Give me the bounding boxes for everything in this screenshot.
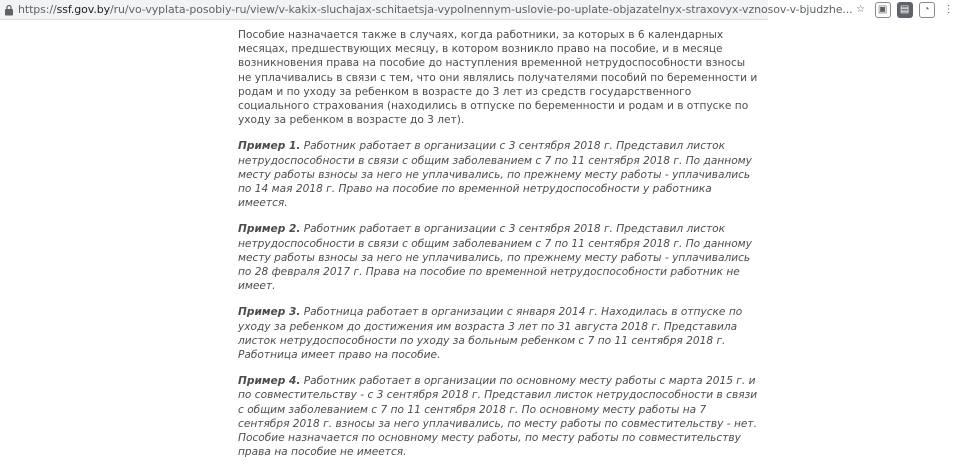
example-text: Работница работает в организации с января 2014 г. Находилась в отпуске по уходу за ребенком до достижения им возраста 3 лет по 31 августа 2018 г. Представила листок нетрудоспособности по уходу за больным ребенком с 7 по 11 сентября 2018 г. Работница имеет право на пособие. — [238, 306, 743, 362]
example-text: Работник работает в организации с 3 сентября 2018 г. Представил листок нетрудоспособности в связи с общим заболеванием с 7 по 11 сентября 2018 г. По данному месту работы взносы за него не уплачивались, по прежнему месту работы - уплачивались по 14 мая 2018 г. Право на пособие по временной нетрудоспособности у работника имеется. — [238, 140, 752, 210]
example-3 — [238, 305, 758, 362]
example-4 — [238, 374, 758, 459]
extension-icon-2[interactable]: ▤ — [897, 2, 913, 18]
example-2 — [238, 222, 758, 293]
intro-paragraph: Пособие назначается также в случаях, когда работники, за которых в 6 календарных месяцах, предшествующих месяцу, в котором возникло право на пособие, и в месяце возникновения права на пособие до наступления временной нетрудоспособности взносы не уплачивались в связи с тем, что они являлись получателями пособий по беременности и родам и по уходу за ребенком в возрасте до 3 лет из средств государственного социального страхования (находились в отпуске по беременности и родам и в отпуске по уходу за ребенком в возрасте до 3 лет). — [238, 29, 758, 127]
extension-icon[interactable]: ▣ — [875, 2, 891, 18]
url-field[interactable] — [14, 3, 853, 16]
example-label: Пример 3. — [238, 306, 301, 319]
url-scheme: https:// — [18, 3, 57, 16]
more-menu-icon[interactable]: ⋮ — [943, 4, 954, 15]
profile-icon[interactable]: ◔ — [919, 2, 935, 18]
example-text: Работник работает в организации с 3 сентября 2018 г. Представил листок нетрудоспособности в связи с общим заболеванием с 7 по 11 сентября 2018 г. По данному месту работы взносы за него не уплачивались, по прежнему месту работы - уплачивались по 28 февраля 2017 г. Права на пособие по временной нетрудоспособности работник не имеет. — [238, 223, 752, 293]
example-1 — [238, 139, 758, 210]
example-label: Пример 4. — [238, 375, 301, 388]
article-content — [238, 28, 758, 471]
lock-icon[interactable] — [4, 1, 14, 19]
browser-address-bar — [0, 0, 954, 20]
url-host: ssf.gov.by — [56, 3, 111, 16]
example-label: Пример 2. — [238, 223, 301, 236]
example-text: Работник работает в организации по основному месту работы с марта 2015 г. и по совместительству - с 3 сентября 2018 г. Представил листок нетрудоспособности в связи с общим заболеванием с 7 по 11 сентября 2018 г. По основному месту работы на 7 сентября 2018 г. взносы за него уплачивались, по месту работы по совместительству - нет. Пособие назначается по основному месту работы, по месту работы по совместительству права на пособие не имеется. — [238, 375, 758, 459]
star-icon[interactable]: ☆ — [856, 4, 866, 15]
example-label: Пример 1. — [238, 140, 301, 153]
url-path: /ru/vo-vyplata-posobiy-ru/view/v-kakix-sluchajax-schitaetsja-vypolnennym-uslovie-po-uplate-objazatelnyx-straxovyx-vznosov-v-bjudzhe... — [110, 3, 853, 16]
